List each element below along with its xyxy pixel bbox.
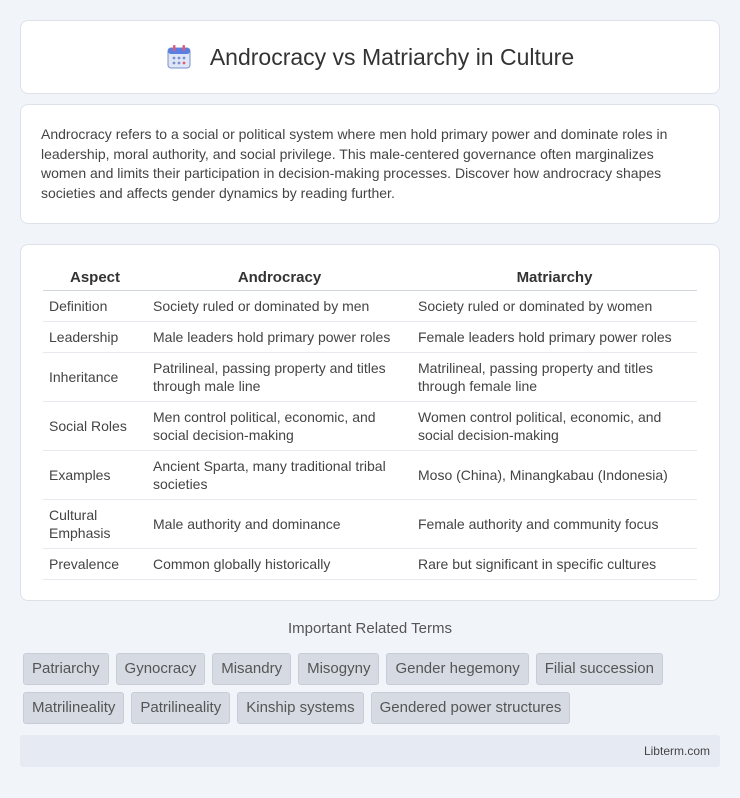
table-row: [43, 549, 697, 580]
footer-brand-link[interactable]: Libterm.com: [643, 744, 710, 758]
row-aspect: Leadership: [43, 322, 147, 353]
term-tag[interactable]: Misogyny: [298, 653, 379, 685]
term-tag[interactable]: Patrilineality: [131, 692, 230, 724]
row-aspect: Examples: [43, 451, 147, 500]
row-androcracy: Ancient Sparta, many traditional tribal societies: [147, 451, 412, 500]
term-tag[interactable]: Kinship systems: [237, 692, 363, 724]
row-matriarchy: Female authority and community focus: [412, 500, 697, 549]
header-card: [20, 20, 720, 94]
row-androcracy: Men control political, economic, and social decision-making: [147, 402, 412, 451]
row-aspect: Prevalence: [43, 549, 147, 580]
row-matriarchy: Female leaders hold primary power roles: [412, 322, 697, 353]
row-androcracy: Common globally historically: [147, 549, 412, 580]
table-row: [43, 402, 697, 451]
title-wrap: [166, 44, 574, 71]
header-matriarchy: Matriarchy: [412, 265, 697, 291]
row-androcracy: Patrilineal, passing property and titles through male line: [147, 353, 412, 402]
table-row: [43, 322, 697, 353]
row-aspect: Definition: [43, 291, 147, 322]
row-matriarchy: Rare but significant in specific cultures: [412, 549, 697, 580]
row-matriarchy: Society ruled or dominated by women: [412, 291, 697, 322]
term-tag[interactable]: Gender hegemony: [386, 653, 528, 685]
row-aspect: Social Roles: [43, 402, 147, 451]
row-androcracy: Male leaders hold primary power roles: [147, 322, 412, 353]
calendar-icon: [166, 44, 192, 70]
related-terms-list: [23, 653, 723, 724]
table-header-row: [43, 265, 697, 291]
term-tag[interactable]: Matrilineality: [23, 692, 124, 724]
table-row: [43, 500, 697, 549]
table-row: [43, 451, 697, 500]
row-androcracy: Male authority and dominance: [147, 500, 412, 549]
header-aspect: Aspect: [43, 265, 147, 291]
term-tag[interactable]: Gynocracy: [116, 653, 206, 685]
term-tag[interactable]: Gendered power structures: [371, 692, 571, 724]
term-tag[interactable]: Patriarchy: [23, 653, 109, 685]
comparison-table-card: [20, 244, 720, 601]
row-androcracy: Society ruled or dominated by men: [147, 291, 412, 322]
row-matriarchy: Matrilineal, passing property and titles through female line: [412, 353, 697, 402]
related-terms-title: Important Related Terms: [288, 620, 452, 637]
comparison-table: [43, 265, 697, 580]
row-aspect: Cultural Emphasis: [43, 500, 147, 549]
table-row: [43, 291, 697, 322]
term-tag[interactable]: Misandry: [212, 653, 291, 685]
term-tag[interactable]: Filial succession: [536, 653, 663, 685]
header-androcracy: Androcracy: [147, 265, 412, 291]
footer: [20, 735, 720, 767]
table-row: [43, 353, 697, 402]
row-matriarchy: Moso (China), Minangkabau (Indonesia): [412, 451, 697, 500]
intro-card: [20, 104, 720, 224]
row-matriarchy: Women control political, economic, and social decision-making: [412, 402, 697, 451]
row-aspect: Inheritance: [43, 353, 147, 402]
page-title: Androcracy vs Matriarchy in Culture: [209, 43, 575, 70]
intro-text: Androcracy refers to a social or political system where men hold primary power and dominate roles in leadership, moral authority, and social privilege. This male-centered governance often marginalizes women and limits their participation in decision-making processes. Discover how androcracy shapes societies and affects gender dynamics by reading further.: [41, 126, 668, 201]
